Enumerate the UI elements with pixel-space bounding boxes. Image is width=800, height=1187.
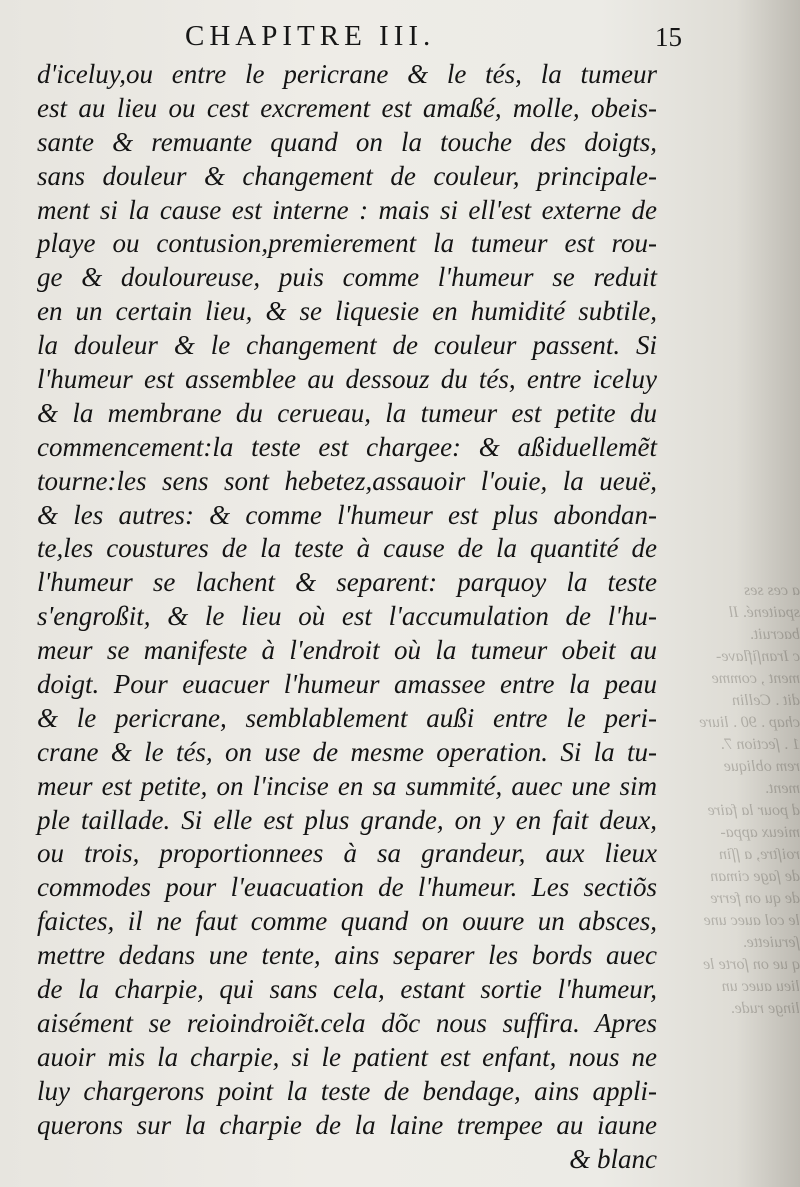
- main-text-block: [37, 58, 657, 1176]
- text-line: la douleur & le changement de couleur passent. Si: [37, 330, 657, 361]
- text-line: faictes, il ne faut comme quand on ouure un absces,: [37, 906, 657, 937]
- text-line: meur est petite, on l'incise en sa summité, auec une sim: [37, 770, 657, 801]
- text-line: ple taillade. Si elle est plus grande, on y en fait deux,: [37, 804, 657, 835]
- text-line: l'humeur se lachent & separent: parquoy la teste: [37, 567, 657, 598]
- text-line: luy chargerons point la teste de bendage, ains appli-: [37, 1075, 657, 1106]
- text-line: s'engroßit, & le lieu où est l'accumulation de l'hu-: [37, 601, 657, 632]
- text-line: meur se manifeste à l'endroit où la tumeur obeit au: [37, 635, 657, 666]
- text-line: en un certain lieu, & se liquesie en humidité subtile,: [37, 296, 657, 327]
- text-line: ge & douloureuse, puis comme l'humeur se reduit: [37, 262, 657, 293]
- text-line: tourne:les sens sont hebetez,assauoir l'ouie, la ueuë,: [37, 465, 657, 496]
- text-line: & le pericrane, semblablement außi entre le peri-: [37, 702, 657, 733]
- text-line: aisément se reioindroiẽt.cela dõc nous suffira. Apres: [37, 1007, 657, 1038]
- text-line: auoir mis la charpie, si le patient est enfant, nous ne: [37, 1041, 657, 1072]
- text-line: crane & le tés, on use de mesme operation. Si la tu-: [37, 736, 657, 767]
- text-line: sante & remuante quand on la touche des doigts,: [37, 126, 657, 157]
- catchword: & blanc: [569, 1143, 657, 1174]
- text-line: querons sur la charpie de la laine trempee au iaune: [37, 1109, 657, 1140]
- text-line: commencement:la teste est chargee: & aßiduellemẽt: [37, 431, 657, 462]
- text-line: est au lieu ou cest excrement est amaßé, molle, obeis-: [37, 92, 657, 123]
- page-number: 15: [655, 22, 682, 52]
- text-line: mettre dedans une tente, ains separer les bords auec: [37, 940, 657, 971]
- text-line: d'iceluy,ou entre le pericrane & le tés, la tumeur: [37, 59, 657, 89]
- text-line: & les autres: & comme l'humeur est plus abondan-: [37, 499, 657, 530]
- text-line: sans douleur & changement de couleur, principale-: [37, 160, 657, 191]
- show-through-bleed: a ces ses spaitené. Il bacruit. c Iranſiflave- ment , comme dit . Cellin chap . 90 . liure 1 . ſection 7. rem oblique ment. d pour la faire mieux appa- roiſtre, a ſſin de ſage ciman de qu on ferre le col auec une ſeruiette. q ue on ſorte le lieu auec un linge rude.: [699, 582, 800, 1017]
- text-line: commodes pour l'euacuation de l'humeur. Les sectiõs: [37, 872, 657, 903]
- page-header: [0, 18, 800, 58]
- running-title: CHAPITRE III.: [185, 20, 436, 52]
- text-line: de la charpie, qui sans cela, estant sortie l'humeur,: [37, 974, 657, 1005]
- text-line: playe ou contusion,premierement la tumeur est rou-: [37, 228, 657, 259]
- text-line: doigt. Pour euacuer l'humeur amassee entre la peau: [37, 669, 657, 700]
- text-line: & la membrane du cerueau, la tumeur est petite du: [37, 397, 657, 428]
- text-line: ou trois, proportionnees à sa grandeur, aux lieux: [37, 838, 657, 869]
- text-line: te,les coustures de la teste à cause de la quantité de: [37, 533, 657, 564]
- text-line: ment si la cause est interne : mais si ell'est externe de: [37, 194, 657, 225]
- text-line: l'humeur est assemblee au dessouz du tés, entre iceluy: [37, 364, 657, 395]
